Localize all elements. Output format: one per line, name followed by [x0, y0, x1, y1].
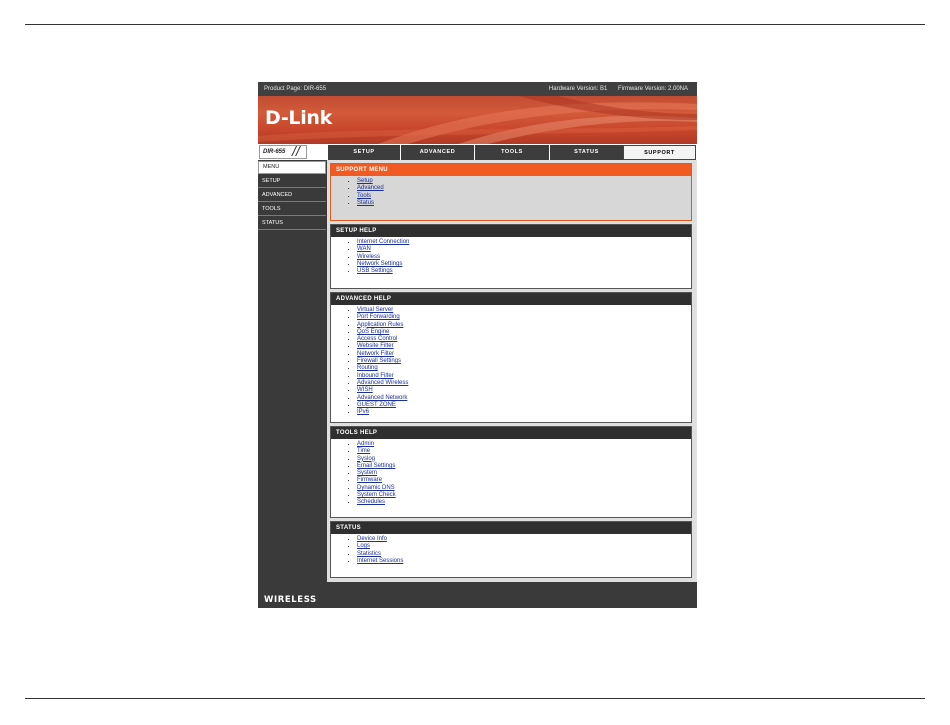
help-link-system[interactable]: System	[357, 470, 378, 477]
brand-banner	[258, 96, 697, 144]
help-link-firmware[interactable]: Firmware	[357, 477, 382, 484]
model-slash-graphic: //	[292, 143, 300, 159]
help-link-advanced-wireless[interactable]: Advanced Wireless	[357, 379, 409, 386]
tab-setup[interactable]: SETUP	[327, 145, 400, 160]
list-item	[357, 499, 691, 506]
wireless-logo: WIRELESS	[264, 595, 317, 605]
sidebar-item-status[interactable]: STATUS	[258, 217, 326, 230]
setup-help-header: SETUP HELP	[331, 225, 691, 237]
list-item	[357, 373, 691, 380]
hardware-version: Hardware Version: B1	[548, 86, 608, 92]
help-link-guest-zone[interactable]: GUEST ZONE	[357, 401, 396, 408]
help-link-system-check[interactable]: System Check	[357, 492, 396, 499]
bottom-divider	[25, 698, 925, 699]
top-info-bar	[258, 82, 697, 96]
list-item	[357, 314, 691, 321]
help-link-device-info[interactable]: Device Info	[357, 536, 388, 542]
list-item	[357, 485, 691, 492]
tools-help-box	[330, 426, 692, 518]
support-menu-header: SUPPORT MENU	[331, 164, 691, 176]
help-link-qos-engine[interactable]: QoS Engine	[357, 328, 390, 335]
list-item	[357, 261, 691, 268]
support-link-advanced[interactable]: Advanced	[357, 185, 384, 192]
tab-advanced[interactable]: ADVANCED	[400, 145, 474, 160]
help-link-usb-settings[interactable]: USB Settings	[357, 268, 393, 275]
list-item	[357, 268, 691, 275]
list-item	[357, 239, 691, 246]
list-item	[357, 395, 691, 402]
list-item	[357, 463, 691, 470]
setup-help-box	[330, 224, 692, 289]
list-item	[357, 358, 691, 365]
tools-help-header: TOOLS HELP	[331, 427, 691, 439]
footer-bar	[258, 582, 697, 608]
list-item	[357, 178, 691, 185]
list-item	[357, 329, 691, 336]
list-item	[357, 246, 691, 253]
list-item	[357, 322, 691, 329]
product-page-link[interactable]: Product Page: DIR-655	[264, 86, 327, 92]
list-item	[357, 402, 691, 409]
help-link-inbound-filter[interactable]: Inbound Filter	[357, 372, 394, 379]
help-link-syslog[interactable]: Syslog	[357, 455, 376, 462]
list-item	[357, 365, 691, 372]
help-link-schedules[interactable]: Schedules	[357, 499, 386, 506]
sidebar-item-tools[interactable]: TOOLS	[258, 203, 326, 216]
main-nav-tabs	[258, 144, 697, 160]
help-link-internet-sessions[interactable]: Internet Sessions	[357, 557, 404, 564]
advanced-help-box	[330, 292, 692, 423]
list-item	[357, 380, 691, 387]
list-item	[357, 448, 691, 455]
list-item	[357, 185, 691, 192]
list-item	[357, 456, 691, 463]
list-item	[357, 200, 691, 207]
list-item	[357, 558, 691, 565]
help-link-statistics[interactable]: Statistics	[357, 550, 382, 557]
version-info	[549, 82, 688, 96]
dlink-logo: D-Link	[265, 107, 332, 129]
help-link-dynamic-dns[interactable]: Dynamic DNS	[357, 484, 395, 491]
list-item	[357, 193, 691, 200]
tab-tools[interactable]: TOOLS	[474, 145, 549, 160]
sidebar-item-advanced[interactable]: ADVANCED	[258, 189, 326, 202]
list-item	[357, 551, 691, 558]
help-link-network-settings[interactable]: Network Settings	[357, 260, 403, 267]
model-label: DIR-655	[259, 145, 307, 159]
help-link-virtual-server[interactable]: Virtual Server	[357, 307, 394, 313]
router-admin-page	[258, 82, 697, 608]
help-link-wish[interactable]: WISH	[357, 387, 373, 394]
tab-support[interactable]: SUPPORT	[623, 145, 696, 160]
help-link-advanced-network[interactable]: Advanced Network	[357, 394, 408, 401]
tab-status[interactable]: STATUS	[549, 145, 623, 160]
advanced-help-list	[331, 307, 691, 416]
help-link-application-rules[interactable]: Application Rules	[357, 321, 404, 328]
list-item	[357, 387, 691, 394]
list-item	[357, 254, 691, 261]
support-link-tools[interactable]: Tools	[357, 192, 372, 199]
list-item	[357, 536, 691, 543]
support-menu-list	[331, 178, 691, 207]
list-item	[357, 336, 691, 343]
list-item	[357, 351, 691, 358]
list-item	[357, 441, 691, 448]
help-link-website-filter[interactable]: Website Filter	[357, 343, 394, 350]
list-item	[357, 477, 691, 484]
list-item	[357, 543, 691, 550]
content-area	[327, 160, 697, 582]
tools-help-list	[331, 441, 691, 507]
help-link-access-control[interactable]: Access Control	[357, 336, 398, 343]
help-link-port-forwarding[interactable]: Port Forwarding	[357, 314, 400, 321]
support-menu-box	[330, 163, 692, 221]
list-item	[357, 307, 691, 314]
firmware-version: Firmware Version: 2.00NA	[617, 86, 688, 92]
list-item	[357, 343, 691, 350]
advanced-help-header: ADVANCED HELP	[331, 293, 691, 305]
sidebar-menu	[258, 160, 326, 582]
help-link-wan[interactable]: WAN	[357, 246, 371, 253]
status-help-header: STATUS	[331, 522, 691, 534]
help-link-email-settings[interactable]: Email Settings	[357, 462, 396, 469]
list-item	[357, 409, 691, 416]
sidebar-item-menu[interactable]: MENU	[258, 161, 326, 174]
help-link-firewall-settings[interactable]: Firewall Settings	[357, 358, 402, 365]
setup-help-list	[331, 239, 691, 275]
status-help-list	[331, 536, 691, 565]
list-item	[357, 470, 691, 477]
list-item	[357, 492, 691, 499]
help-link-routing[interactable]: Routing	[357, 365, 378, 372]
sidebar-item-setup[interactable]: SETUP	[258, 175, 326, 188]
status-help-box	[330, 521, 692, 578]
help-link-network-filter[interactable]: Network Filter	[357, 350, 395, 357]
help-link-ipv6[interactable]: IPv6	[357, 409, 370, 416]
help-link-internet-connection[interactable]: Internet Connection	[357, 239, 410, 245]
top-divider	[25, 24, 925, 25]
help-link-time[interactable]: Time	[357, 448, 371, 455]
help-link-wireless[interactable]: Wireless	[357, 253, 381, 260]
support-link-status[interactable]: Status	[357, 199, 375, 206]
help-link-logs[interactable]: Logs	[357, 543, 371, 550]
support-link-setup[interactable]: Setup	[357, 178, 373, 184]
help-link-admin[interactable]: Admin	[357, 441, 375, 447]
